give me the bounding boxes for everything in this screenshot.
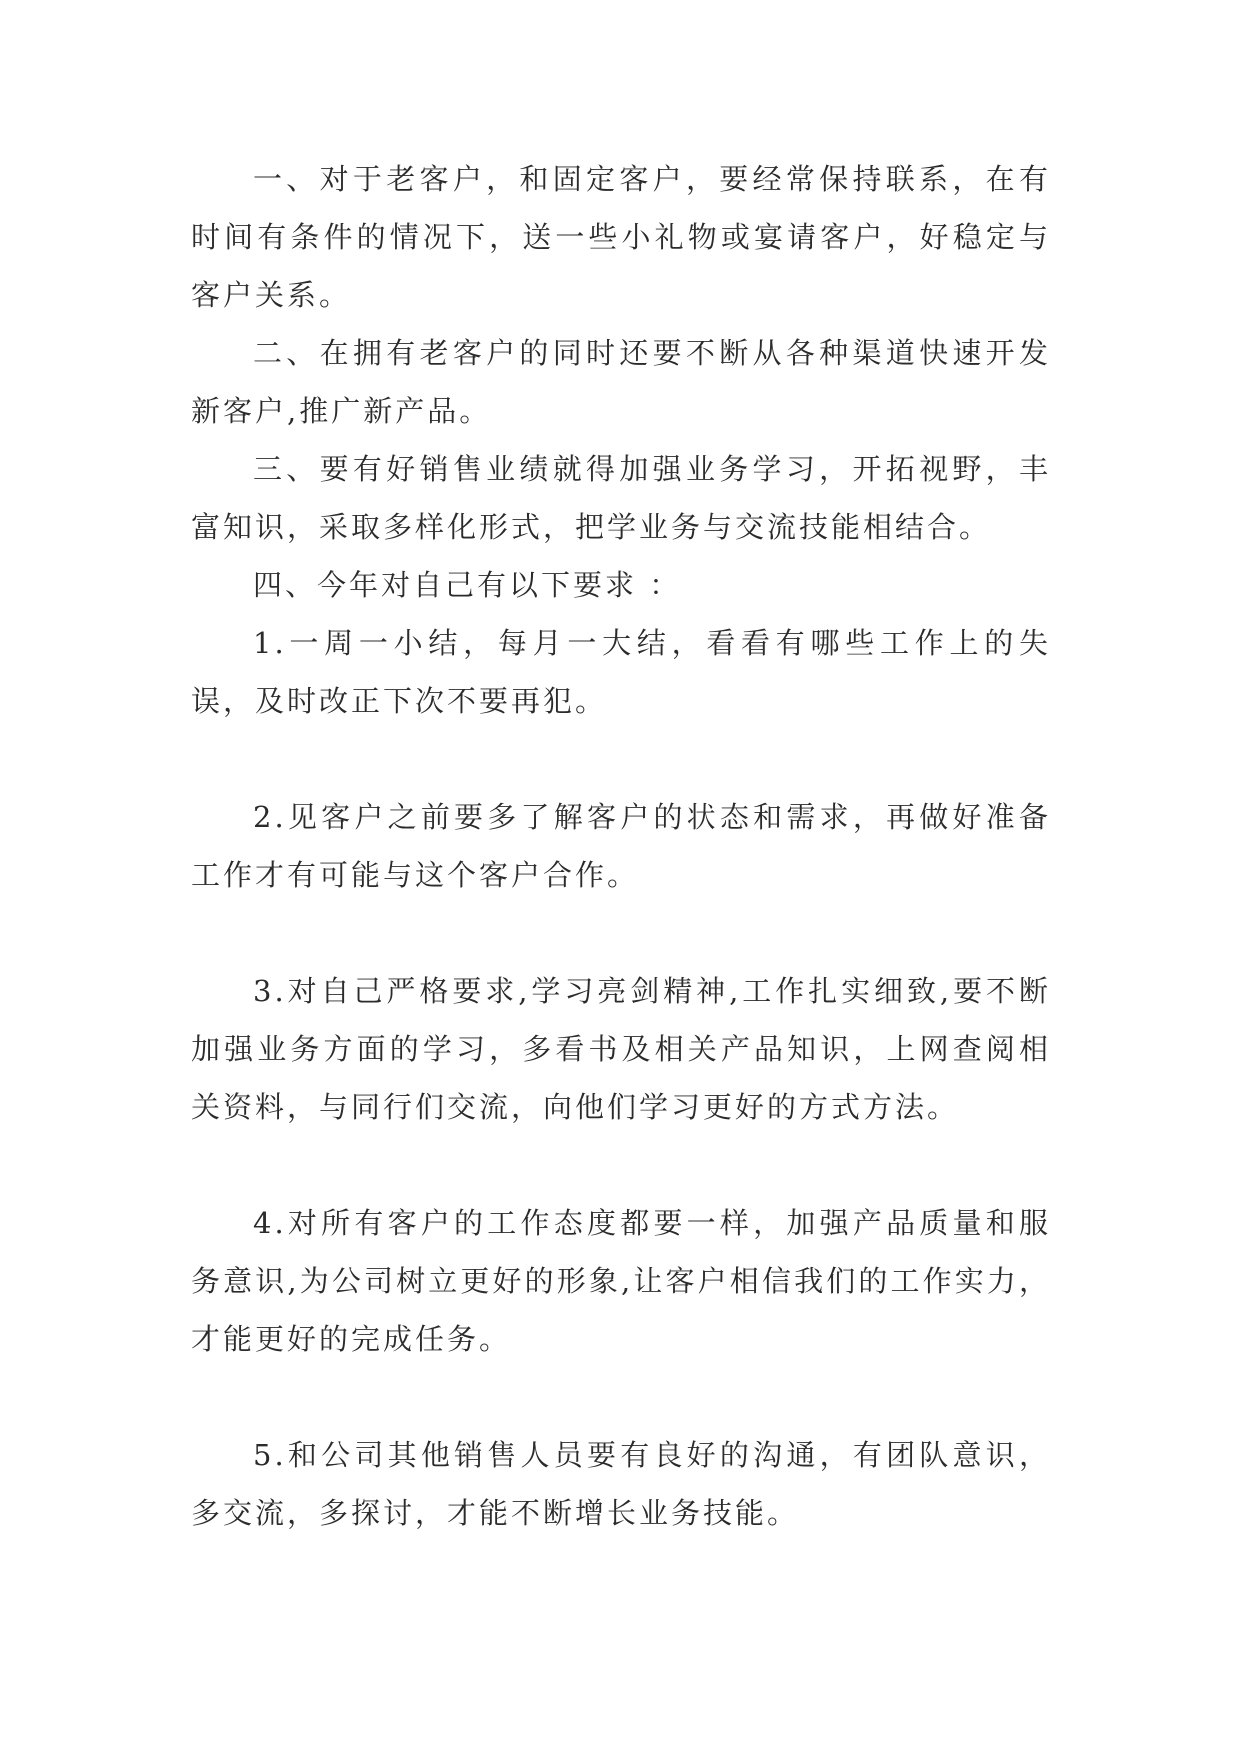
paragraph-3: 三、要有好销售业绩就得加强业务学习，开拓视野，丰富知识，采取多样化形式，把学业务与交流技能相结合。 — [191, 452, 1051, 544]
blank-line — [191, 1368, 1051, 1426]
blank-line — [191, 730, 1051, 788]
paragraph-1: 一、对于老客户，和固定客户，要经常保持联系，在有时间有条件的情况下，送一些小礼物或宴请客户，好稳定与客户关系。 — [191, 162, 1051, 312]
list-item-5: 5.和公司其他销售人员要有良好的沟通，有团队意识，多交流，多探讨，才能不断增长业务技能。 — [191, 1438, 1051, 1530]
list-item-4: 4.对所有客户的工作态度都要一样，加强产品质量和服务意识,为公司树立更好的形象,让客户相信我们的工作实力，才能更好的完成任务。 — [191, 1206, 1051, 1356]
list-item-1: 1.一周一小结，每月一大结，看看有哪些工作上的失误，及时改正下次不要再犯。 — [191, 626, 1051, 718]
document-body — [191, 150, 1051, 1542]
blank-line — [191, 904, 1051, 962]
paragraph-4: 四、今年对自己有以下要求 ： — [253, 568, 682, 602]
blank-line — [191, 1136, 1051, 1194]
paragraph-2: 二、在拥有老客户的同时还要不断从各种渠道快速开发新客户,推广新产品。 — [191, 336, 1051, 428]
list-item-3: 3.对自己严格要求,学习亮剑精神,工作扎实细致,要不断加强业务方面的学习，多看书及相关产品知识，上网查阅相关资料，与同行们交流，向他们学习更好的方式方法。 — [191, 974, 1051, 1124]
list-item-2: 2.见客户之前要多了解客户的状态和需求，再做好准备工作才有可能与这个客户合作。 — [191, 800, 1051, 892]
